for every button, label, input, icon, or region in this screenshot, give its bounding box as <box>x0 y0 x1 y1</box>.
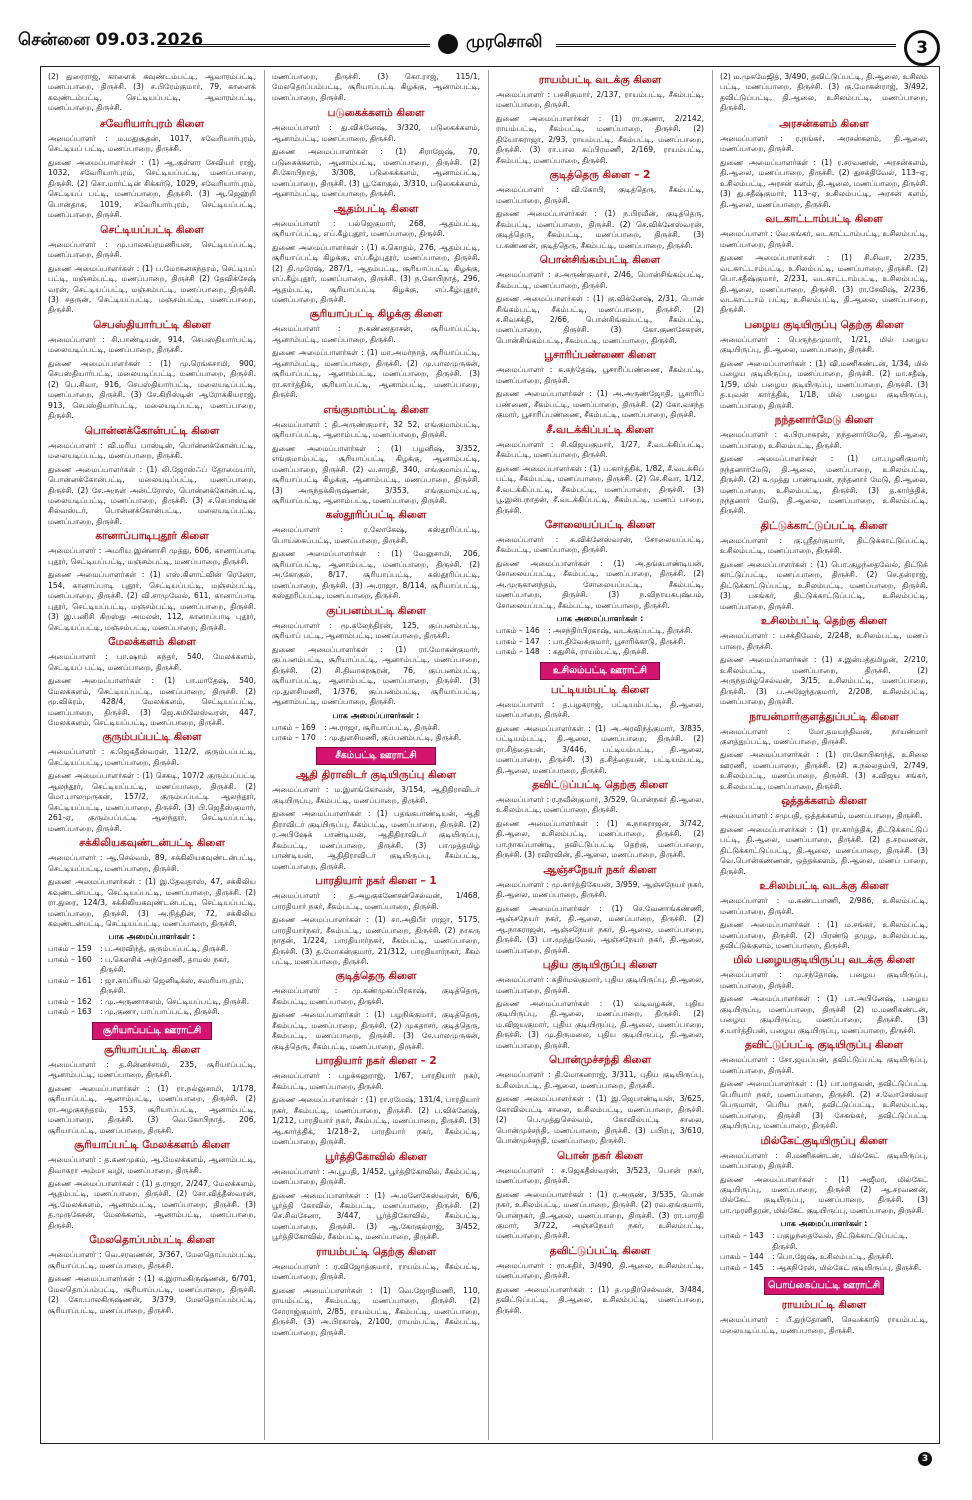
deputy-organisers-entry: துணை அமைப்பாளர்கள் : (1) ர.சரவணன், அரசன்களம், தி.ஆலை, மணப்பாறை, திருச்சி. (2) துசக்திவேல், 113–ஏ, உசிலம்பட்டி, அரசன் களம், தி.ஆலை, மணப்பாறை, திருச்சி. (3) து.சதீஷ்குமார், 113–ஏ, உசிலம்பட்டி, அரசன் களம், தி.ஆலை, மணப்பாறை, திருச்சி. <box>720 157 928 209</box>
branch-section <box>48 319 256 422</box>
organiser-entry: அமைப்பாளர் : பீ.துந்தோணி, செவக்காடு ராயம்பட்டி, மலையடிப்பட்டி, மணப்பாறை, திருச்சி. <box>720 1315 928 1335</box>
organiser-entry: அமைப்பாளர் : ர.நங்கர், அரசன்களம், தி.ஆலை, மணப்பாறை, திருச்சி. <box>720 133 928 154</box>
branch-heading: நாயன்மார்குளத்துப்பட்டி கிளை <box>749 710 899 723</box>
branch-section <box>272 605 480 708</box>
organiser-entry: அமைப்பாளர் : ர.விஜோத்குமார், ராயம்பட்டி, சீகம்பட்டி, மணப்பாறை, திருச்சி. <box>272 1261 480 1282</box>
organiser-entry: அமைப்பாளர் : த.சின்னச்சாமி, 235, சூரியாப்பட்டி, ஆனாம்பட்டி, மணப்பாறை, திருச்சி. <box>48 1059 256 1080</box>
organiser-entry: அமைப்பாளர் : பா.ஷாம் சுந்தர், 540, மேலக்களம், செட்டியப் பட்டி, மணப்பாறை, திருச்சி. <box>48 652 256 672</box>
organiser-entry: அமைப்பாளர் : க.பிரபாகரன், நந்தனார்மேடு, தி.ஆலை, மணப்பாறை, உசிலம்பட்டி, திருச்சி. <box>720 430 928 450</box>
booth-organiser: : அ.ராஜா, சூரியாப்பட்டி, திருச்சி. <box>324 722 441 732</box>
branch-section <box>720 414 928 517</box>
booth-number: பாகம் – 160 <box>48 954 92 964</box>
deputy-organisers-entry: துணை அமைப்பாளர்கள் : (1) அ.அருண்ஜோதி, பூசாரிப் பண்ணை, சீகம்பட்டி, மணப்பாறை, திருச்சி. (2) கோ.வசந்த குமார், பூசாரிப்பண்ணை, சீகம்பட்டி, மணப்பாறை, திருச்சி. <box>496 389 704 420</box>
organiser-entry: அமைப்பாளர் : மோ.தமயந்திவன், நாயன்மார் குளத்துப்பட்டி, மணப்பாறை, திருச்சி. <box>720 726 928 746</box>
branch-section <box>496 959 704 1051</box>
branch-section <box>720 213 928 316</box>
deputy-organisers-entry: துணை அமைப்பாளர்கள் : (1) ரா.கோபிகாந்த், உசிலை ஊரணி, மணப்பாறை, திருச்சி. (2) க.நல்லதம்பி, 2/749, உசிலம்பட்டி, மணப்பாறை, திருச்சி. (3) ச.விஜய சங்கர், உசிலம்பட்டி, மணப்பாறை, திருச்சி. <box>720 750 928 791</box>
deputy-organisers-entry: துணை அமைப்பாளர்கள் : (1) ச.இன்பத்தமிழன், 2/210, உசிலம்பட்டி, மணப்பாறை, திருச்சி. (2) அருந்தமிழ்செல்வன், 3/15, உசிலம்பட்டி, மணப்பாறை, திருச்சி. (3) ப.அஜேந்தகுமார், 2/208, உசிலம்பட்டி, மணப்பாறை, திருச்சி. <box>720 655 928 707</box>
masthead-rule-right <box>556 44 896 47</box>
branch-section <box>720 711 928 793</box>
branch-heading: சூரியாப்பட்டி கிளை <box>103 1043 201 1056</box>
deputy-organisers-entry: துணை அமைப்பாளர்கள் : (1) பழனிஷ், 3/352, எங்குமாம்பட்டி, சூரியாப்பட்டி கிழக்கு, ஆனாம்பட்டி, மணப்பாறை, திருச்சி. (2) வ.சாரதி, 340, எங்குமாம்பட்டி, சூரியாப்பட்டி கிழக்கு, ஆனாம்பட்டி, மணப்பாறை, திருச்சி. (3) அருந்தக்கிருஷ்ணன், 3/353, எங்குமாம்பட்டி, சூரியாப்பட்டி, ஆனாம்பட்டி, மணப்பாறை, திருச்சி. <box>272 443 480 505</box>
deputy-organisers-entry: துணை அமைப்பாளர்கள் : (1) சிராஜேஷ், 70, படுகைக்களம், ஆனாம்பட்டி, மணப்பாறை, திருச்சி. (2) சி.கோபிநாத், 3/308, படுகைக்களம், ஆனாம்பட்டி, மணப்பாறை, திருச்சி. (3) பூ.கோகுல், 3/310, படுகைக்களம், ஆனாம்பட்டி, மணப்பாறை, திருச்சி. <box>272 147 480 199</box>
organiser-entry: அமைப்பாளர் : த.அழகுகணேசன்செல்வன், 1/468, பாரதியார் நகர், சீகம்பட்டி, மணப்பாறை, திருச்சி. <box>272 891 480 911</box>
branch-section <box>272 509 480 601</box>
branch-section <box>272 875 480 967</box>
branch-heading: சீ.வடக்கிப்பட்டி கிளை <box>546 423 654 436</box>
branch-heading: குடித்தெரு கிளை – 2 <box>549 169 651 182</box>
booth-row <box>496 647 704 657</box>
booth-number: பாகம் – 147 <box>496 636 540 646</box>
booth-number: பாகம் – 159 <box>48 944 92 954</box>
deputy-organisers-entry: துணை அமைப்பாளர்கள் : (1) சா.அதிபீர் ராஜா, 5175, பாரதியார்நகர், சீகம்பட்டி, மணப்பாறை, திருச்சி. (2) நாகரு நாதன், 1/224, பாரதியார்நகர், சீகம்பட்டி, மணப்பாறை, திருச்சி. (3) த.மோகன்குமார், 21/312, பாரதியார்நகர், சீகம் பட்டி, மணப்பாறை, திருச்சி. <box>272 915 480 966</box>
branch-section <box>272 970 480 1052</box>
deputy-organisers-entry: துணை அமைப்பாளர்கள் : (1) பா.பழனிகுமார், நந்தனார்மேடு, தி.ஆலை, மணப்பாறை, உசிலம்பட்டி, திருச்சி. (2) க.முத்து பாண்டியன், நந்தனார் மேடு, தி.ஆலை, மணப்பாறை, உசிலம்பட்டி, திருச்சி. (3) த.கார்த்திக், நந்தனார் மேடு, தி.ஆலை, மணப்பாறை, உசிலம்பட்டி, திருச்சி. <box>720 454 928 516</box>
deputy-organisers-entry: துணை அமைப்பாளர்கள் : (1) பா.அபினேஷ், பழைய குடியிருப்பு, மணப்பாறை, திருச்சி (2) ம.மணிகண்டன், பழைய குடியிருப்பு, மணப்பாறை, திருச்சி. (3) ச.யார்த்திபன், பழைய குடியிருப்பு, மணப்பாறை, திருச்சி. <box>720 994 928 1035</box>
branch-heading: செபஸ்தியார்பட்டி கிளை <box>93 318 211 331</box>
branch-heading: பழைய குடியிருப்பு தெற்கு கிளை <box>744 318 904 331</box>
organiser-entry: அமைப்பாளர் : த.கணமுகம், ஆ.மேலக்களம், ஆனாம்பட்டி, திவாகரா அம்மா வழி, மணப்பாறை, திருச்சி. <box>48 1155 256 1175</box>
deputy-organisers-entry: துணை அமைப்பாளர்கள் : (1) அ.மனேகேஸ்வரன், 6/6, பூர்த்தி கோவில், சீகம்பட்டி, மணப்பாறை, திருச்சி. (2) செ.சிவசேனா, 3/447, பூர்த்திகோவில், சீகம்பட்டி, மணப்பாறை, திருச்சி. (3) ஆ.கோகுல்ராஜ், 3/452, பூர்த்திகோவில், சீகம்பட்டி, மணப்பாறை, திருச்சி. <box>272 1190 480 1242</box>
branch-heading: ராயம்பட்டி கிளை <box>781 1299 867 1312</box>
organiser-entry: அமைப்பாளர் : கு.ஸ்ரீதர்குமார், திட்டுக்காட்டுப்பட்டி, உசிலம்பட்டி, மணப்பாறை, திருச்சி. <box>720 535 928 556</box>
branch-heading: ஆஞ்சநேயர் நகர் கிளை <box>543 863 657 876</box>
organiser-entry: அமைப்பாளர் : சி.மணிகண்டன், மில்கேட் குடியிருப்பு, மணப்பாறை, திருச்சி. <box>720 1150 928 1171</box>
branch-section <box>48 636 256 728</box>
organiser-entry: அமைப்பாளர் : பெருந்தமுமார், 1/21, மில் பழைய குடியிருப்பு, தி.ஆலை, மணப்பாறை, திருச்சி. <box>720 334 928 355</box>
branch-heading: பொன்முச்சந்தி கிளை <box>549 1054 651 1067</box>
branch-heading: ராயம்பட்டி வடக்கு கிளை <box>538 74 662 86</box>
branch-heading: பூசாரிப்பண்ணை கிளை <box>544 349 656 362</box>
branch-section <box>272 1246 480 1338</box>
branch-section <box>48 837 256 929</box>
deputy-organisers-entry: துணை அமைப்பாளர்கள் : (1) மா.அமர்நாத், சூரியாப்பட்டி, ஆனாம்பட்டி, மணப்பாறை, திருச்சி. (2) மு.பாலமுருகன், சூரியாப்பட்டி, ஆனாம்பட்டி, மணப்பாறை, திருச்சி. (3) ரா.கார்த்திக், சூரியாப்பட்டி, ஆனாம்பட்டி, மணப்பாறை, திருச்சி. <box>272 348 480 400</box>
branch-heading: கானாப்பாடிபுதூர் கிளை <box>95 530 209 543</box>
booth-number: பாகம் – 143 <box>720 1231 764 1241</box>
branch-section <box>272 1151 480 1243</box>
booth-row <box>272 723 480 733</box>
organiser-entry: அமைப்பாளர் : பல்ஜெகுமார், 268, ஆதம்பட்டி, சூரியாப்பட்டி, எப்.கீழ்புதூர், மணப்பாறை, திருச்சி. <box>272 218 480 239</box>
booth-number: பாகம் – 144 <box>720 1252 764 1262</box>
branch-heading: தவிட்டுப்பட்டி குடியிருப்பு கிளை <box>745 1039 903 1052</box>
deputy-organisers-entry: துணை அமைப்பாளர்கள் : (1) பா.மாதவன், தவிட்டுப்பட்டி பெரியார் நகர், மணப்பாறை, திருச்சி. (2) ச.வோசேஸ்வர பெருமாள், பெரிய நகர், தவிட்டுப்பட்டி, உசிலம்பட்டி, மணப்பாறை, திருச்சி (3) சேகங்கர், தவிட்டுப்பட்டி குடியிருப்பு, மணப்பாறை, திருச்சி. <box>720 1079 928 1131</box>
branch-section <box>272 1055 480 1147</box>
organiser-entry: அமைப்பாளர் : ஆ.செல்வம், 89, சக்கிலியகவுண்டன்பட்டி, செட்டியப்பட்டி, மணப்பாறை, திருச்சி. <box>48 853 256 873</box>
branch-heading: படுகைக்களம் கிளை <box>327 107 425 120</box>
column-3 <box>496 72 704 1434</box>
organiser-entry: அமைப்பாளர் : சி.பாண்டியன், 914, செபஸ்தியார்பட்டி, மலையடிப்பட்டி, மணப்பாறை, திருச்சி. <box>48 334 256 355</box>
deputy-organisers-entry: துணை அமைப்பாளர்கள் : (1) அ.அரவிந்த்குமார், 3/835, பட்டியம்பட்டி, தி.ஆலை, மணப்பாறை, திருச்சி. (2) ரா.சித்தையன், 3/446, பட்டியம்பட்டி, தி.ஆலை, மணப்பாறை, திருச்சி. (3) த.சித்தையன், பட்டியம்பட்டி, தி.ஆலை, மணப்பாறை, திருச்சி. <box>496 723 704 775</box>
branch-section <box>272 107 480 199</box>
deputy-organisers-entry: துணை அமைப்பாளர்கள் : (1) ஆ.குள்ளா சேவியர் ராஜ், 1032, சவேரியார்புரம், செட்டியப்பட்டி, மணப்பாறை, திருச்சி. (2) சொ.மார்ட்டின் சிக்கர்டு, 1029, சவேரியார்புரம், செட்டியப் பட்டி, மணப்பாறை, திருச்சி. (3) ஆ.ஜெஹ்றி பொன்தாசு, 1019, சவேரியார்புரம், செட்டியப்பட்டி, மணப்பாறை, திருச்சி. <box>48 157 256 220</box>
organiser-entry: அமைப்பாளர் : ச.அருண்குமார், 2/46, பொன்சிங்கம்பட்டி, சீகம்பட்டி, மணப்பாறை, திருச்சி. <box>496 270 704 290</box>
booth-organisers-title: பாக அமைப்பாளர்கள் : <box>332 710 420 720</box>
booth-organisers <box>272 711 480 744</box>
deputy-organisers-entry: துணை அமைப்பாளர்கள் : (1) பழநிக்குமார், குடித்தெரு, சீகம்பட்டி, மணப்பாறை, திருச்சி. (2) முகதாசர், குடித்தெரு, சீகம்பட்டி, மணப்பாறை, திருச்சி. (3) சே.பாலமுருகன், குடித்தெரு, சீகம்பட்டி, மணப்பாறை, திருச்சி. <box>272 1010 480 1051</box>
deputy-organisers-entry: துணை அமைப்பாளர்கள் : (1) க.இராமகிருஷ்ணன், 6/701, மேலதொப்பம்பட்டி, சூரியாப்பட்டி, மணப்பாறை, திருச்சி. (2) கோ.பாலகிருஷ்ணன், 3/379, மேலதொப்பம்பட்டி, சூரியாப்பட்டி, மணப்பாறை, திருச்சி. <box>48 1274 256 1315</box>
branch-heading: அரசன்களம் கிளை <box>779 117 869 130</box>
branch-heading: செட்டியப்பட்டி கிளை <box>100 223 204 236</box>
branch-section <box>496 169 704 251</box>
branch-heading: குடித்தெரு கிளை <box>335 970 417 983</box>
booth-row <box>720 1231 928 1252</box>
branch-heading: பொன்னக்கோன்பட்டி கிளை <box>84 424 220 437</box>
deputy-organisers-entry: துணை அமைப்பாளர்கள் : (1) அஜீமா, மில்கேட் குடியிருப்பு, மணப்பாறை, திருச்சி (2) ஆ.சரவணன், மில்கேட் குடியிருப்பு, மணப்பாறை, திருச்சி. (3) பா.முரளிதரன், மில்கேட் குடியிருப்பு, மணப்பாறை, திருச்சி. <box>720 1174 928 1215</box>
branch-heading: பொன் நகர் கிளை <box>557 1149 643 1162</box>
deputy-organisers-entry: துணை அமைப்பாளர்கள் : (1) மு.ரெங்கசாமி, 900, செபஸ்தியார்பட்டி, மலையடிப்பட்டி, மணப்பாறை, திருச்சி. (2) பெ.சிவா, 916, செபஸ்தியார்பட்டி, மலையடிப்பட்டி, மணப்பாறை, திருச்சி. (3) சே.கிறிஸ்டின் ஆரோக்கியராஜ், 913, செபஸ்தியார்பட்டி, மலையடிப்பட்டி, மணப்பாறை, திருச்சி. <box>48 358 256 421</box>
page-number-badge: 3 <box>904 30 940 66</box>
organiser-entry: அமைப்பாளர் : ந.கண்ணதாசன், சூரியாப்பட்டி, ஆனாம்பட்டி, மணப்பாறை, திருச்சி. <box>272 324 480 344</box>
branch-section <box>720 795 928 877</box>
branch-heading: மில் பழையகுடியிருப்பு வடக்கு கிளை <box>733 954 915 967</box>
branch-section <box>496 1245 704 1316</box>
organiser-entry: அமைப்பாளர் : வே.கங்கர், வடகாட்டாம்பட்டி, உசிலம்பட்டி, மணப்பாறை, திருச்சி. <box>720 229 928 249</box>
deputy-organisers-entry: துணை அமைப்பாளர்கள் : (1) செ.வேனாங்கண்ணி, ஆஞ்சநேயர் நகர், தி.ஆலை, மணப்பாறை, திருச்சி. (2) ஆ.நாகராஜன், ஆஞ்சநேயர் நகர், தி.ஆலை, மணப்பாறை, திருச்சி. (3) பா.முத்துவேல், ஆஞ்சநேயர் நகர், தி.ஆலை, மணப்பாறை, திருச்சி. <box>496 903 704 955</box>
branch-heading: உசிலம்பட்டி தெற்கு கிளை <box>760 615 888 628</box>
booth-row <box>272 733 480 743</box>
branch-heading: ஒத்தக்களம் கிளை <box>781 795 867 808</box>
organiser-entry: அமைப்பாளர் : க.விக்னேஸ்வரன், சோலையப்பட்டி, சீகம்பட்டி, மணப்பாறை, திருச்சி. <box>496 535 704 555</box>
branch-section <box>496 1150 704 1242</box>
booth-organiser: : கதுசிக், ராயம்பட்டி, திருச்சி. <box>548 647 649 657</box>
newspaper-logo-icon <box>438 34 458 54</box>
deputy-organisers-entry: துணை அமைப்பாளர்கள் : (1) த.முதிர்செல்வன், 3/484, தவிட்டுப்பட்டி, தி.ஆலை, உசிலம்பட்டி, மணப்பாறை, திருச்சி. <box>496 1284 704 1315</box>
branch-heading: சூரியாப்பட்டி கிழக்கு கிளை <box>309 308 443 321</box>
branch-heading: மில்கேட்குடியிருப்பு கிளை <box>760 1134 888 1147</box>
booth-organiser: : பா.திவேக்குமார், பூசாரிக்காடு, திருச்சி. <box>548 636 686 646</box>
booth-number: பாகம் – 163 <box>48 1007 92 1017</box>
organiser-entry: அமைப்பாளர் : தி.மோகனராஜ், 3/311, புதிய குடியிருப்பு, உசிலம்பட்டி, தி.ஆலை, மணப்பாறை, திருச்சி. <box>496 1070 704 1090</box>
branch-heading: பாரதியார் நகர் கிளை – 2 <box>315 1055 437 1068</box>
organiser-entry: அமைப்பாளர் : அமரிய இன்னாசி முத்து, 606, கானாப்பாடி புதூர், செட்டியப்பட்டி, மஞ்சம்பட்டி, மணப்பாறை, திருச்சி. <box>48 546 256 566</box>
deputy-organisers-entry: துணை அமைப்பாளர்கள் : (1) த.ராஜா, 2/247, மேலக்களம், ஆதம்பட்டி, மணப்பாறை, திருச்சி. (2) சோ.வித்தீஸ்வரன், ஆ.மேலக்களம், ஆனாம்பட்டி, மணப்பாறை, திருச்சி. (3) த.முருகேசன், மேலக்களம், ஆனாம்பட்டி, மணப்பாறை, திருச்சி. <box>48 1178 256 1230</box>
footer-page-number: 3 <box>918 1452 932 1466</box>
deputy-organisers-entry: துணை அமைப்பாளர்கள் : (1) ப.கார்த்திக், 1/82, சீ.வடக்கிப் பட்டி, சீகம்பட்டி, மணப்பாறை, திருச்சி. (2) செ.சிவா, 1/12, சீ.வடக்கிப்பட்டி, சீகம்பட்டி, மணப்பாறை, திருச்சி. (3) பூ.இன்பநாதன், சீ.வடக்கிப்பட்டி, சீகம்பட்டி, மணப் பாறை, திருச்சி. <box>496 463 704 515</box>
column-divider <box>712 70 713 1440</box>
organiser-entry: அமைப்பாளர் : ர.நவீன்குமார், 3/529, பொன்நகர் தி.ஆலை, உசிலம்பட்டி, மணப்பாறை, திருச்சி. <box>496 794 704 815</box>
branch-heading: எங்குமாம்பட்டி கிளை <box>323 403 429 416</box>
masthead-rule-left <box>158 44 430 47</box>
booth-row <box>48 997 256 1007</box>
deputy-organisers-entry: துணை அமைப்பாளர்கள் : (1) பா.மாதேஷ், 540, மேலக்களம், செட்டியப்பட்டி, மணப்பாறை, திருச்சி. (2) மூ.விக்ரம், 428/4, மேலக்களம், செட்டியப்பட்டி, மணப்பாறை, திருச்சி. (3) ஜெ.கமிலேஸ்வரன், 447, மேலக்களம், செட்டியப்பட்டி, மணப்பாறை, திருச்சி. <box>48 676 256 727</box>
deputy-organisers-entry: துணை அமைப்பாளர்கள் : (1) ம.சங்கர், உசிலம்பட்டி, மணப்பாறை, திருச்சி. (2) பிரண்டு தமுழ, உசிலம்பட்டி, தவிட்டுக்குளம், மணப்பாறை, திருச்சி. <box>720 920 928 950</box>
branch-section <box>720 615 928 707</box>
booth-organiser: : பொ.ஜேஷ், உசிலம்பட்டி, திருச்சி. <box>772 1252 894 1262</box>
branch-heading: பூர்த்திகோவில் கிளை <box>325 1150 427 1163</box>
organiser-entry: அமைப்பாளர் : மூ.கலேந்திரன், 125, குப்பனம்பட்டி, சூரியாப் பட்டி, ஆனாம்பட்டி, மணப்பாறை, திருச்சி. <box>272 620 480 641</box>
continued-text: (2) துரைராஜ், காளைக் கவுண்டம்பட்டி, ஆவாரம்பட்டி, மணப்பாறை, திருச்சி. (3) ச.பிரேம்குமார், 79, காளைக் கவுண்டம்பட்டி, செட்டியப்பட்டி, ஆவாரம்பட்டி, மணப்பாறை, திருச்சி. <box>48 72 256 113</box>
branch-section <box>48 425 256 528</box>
branch-heading: தவிட்டுப்பட்டி தெற்கு கிளை <box>532 778 668 791</box>
newspaper-name: முரசொலி <box>466 32 543 52</box>
organiser-entry: அமைப்பாளர் : ச.ஜெகதீஸ்வரன், 3/523, பொன் நகர், மணப்பாறை, திருச்சி. <box>496 1165 704 1186</box>
booth-organiser: : மு.துளசிமணி, குப்பனம்பட்டி, திருச்சி. <box>324 732 462 742</box>
booth-number: பாகம் – 161 <box>48 975 92 985</box>
branch-section <box>48 1234 256 1316</box>
branch-section <box>496 519 704 611</box>
continued-text: (2) ம.முகமேஜித், 3/490, தவிட்டுப்பட்டி, தி.ஆலை, உசிலம் பட்டி, மணப்பாறை, திருச்சி. (3) கு.மோகன்ராஜ், 3/492, தவிட்டுப்பட்டி, தி.ஆலை, உசிலம்பட்டி, மணப்பாறை, திருச்சி. <box>720 72 928 113</box>
deputy-organisers-entry: துணை அமைப்பாளர்கள் : (1) ந.பிரவீன், குடித்தெரு, சீகம்பட்டி, மணப்பாறை, திருச்சி. (2) செ.விக்னேஸ்வரன், குடித்தெரு, சீகம்பட்டி, மணப்பாறை, திருச்சி. (3) ப.கண்ணன், குடித்தெரு, சீகம்பட்டி, மணப்பாறை, திருச்சி. <box>496 209 704 250</box>
deputy-organisers-entry: துணை அமைப்பாளர்கள் : (1) வடிவழகன், புதிய குடியிருப்பு, தி.ஆலை, மணப்பாறை, திருச்சி. (2) ம.விஜயகுமார், புதிய குடியிருப்பு, தி.ஆலை, மணப்பாறை, திருச்சி. (3) மு.திருமலை, புதிய குடியிருப்பு, தி.ஆலை, மணப்பாறை, திருச்சி. <box>496 999 704 1050</box>
branch-heading: நந்தனார்மேடு கிளை <box>774 414 874 427</box>
organiser-entry: அமைப்பாளர் : மு.கண்முகப்பிரகாஷ், குடித்தெரு, சீகம்பட்டி, மணப்பாறை, திருச்சி. <box>272 986 480 1006</box>
branch-section <box>272 404 480 507</box>
booth-number: பாகம் – 170 <box>272 732 316 742</box>
organiser-entry: அமைப்பாளர் : ர.லோகேஷ், கஸ்தூரிப்பட்டி, பொய்கைப்பட்டி, மணப்பாறை, திருச்சி. <box>272 525 480 545</box>
branch-section <box>720 1135 928 1217</box>
branch-section <box>48 118 256 221</box>
deputy-organisers-entry: துணை அமைப்பாளர்கள் : (1) செசுடி, 107/2 குரும்பப்பட்டி ஆலந்தூர், செட்டியப்பட்டி, மணப்பாறை, திருச்சி. (2) மொ.பாலமுருகன், 157/2, குரும்பப்பட்டி ஆலந்தூர், செட்டியப்பட்டி, மணப்பாறை, திருச்சி. (3) பி.ஜெதீஸ்குமார், 261-ஏ, குரும்பப்பட்டி ஆலந்தூர், செட்டியப்பட்டி, மணப்பாறை, திருச்சி. <box>48 771 256 833</box>
panchayat-banner: உசிலம்பட்டி ஊராட்சி <box>540 662 660 680</box>
booth-organiser: : அசந்திர்பிரகாஷ், வடக்குப்பட்டி, திருச்சி. <box>548 626 693 636</box>
booth-organisers-title: பாக அமைப்பாளர்கள் : <box>780 1219 868 1229</box>
organiser-entry: அமைப்பாளர் : வெ.சரவணன், 3/367, மேலதொப்பம்பட்டி, சூரியாப்பட்டி, மணப்பாறை, திருச்சி. <box>48 1250 256 1270</box>
deputy-organisers-entry: துணை அமைப்பாளர்கள் : (1) இ.தேவதாஸ், 47, சக்கிலிய கவுண்டன்பட்டி, செட்டியப்பட்டி, மணப்பாறை, திருச்சி. (2) ரா.துரை, 124/3, சக்கிலியகவுண்டன்பட்டி, செட்டியப்பட்டி, மணப்பாறை, திருச்சி. (3) அ.நித்தின், 72, சக்கிலிய கவுண்டன்பட்டி, செட்டியப்பட்டி, மணப்பாறை, திருச்சி. <box>48 877 256 928</box>
deputy-organisers-entry: துணை அமைப்பாளர்கள் : (1) ரா.கார்த்திக், திட்டுக்காட்டுப் பட்டி, தி.ஆலை, மணப்பாறை, திருச்சி. (2) த.சரவணன், திட்டுக்காட்டுப்பட்டி, தி.ஆலை, மணப்பாறை, திருச்சி. (3) வெ.பொன்கண்ணன், ஒத்தக்களம், தி.ஆலை, மணப் பாறை, திருச்சி. <box>720 824 928 876</box>
organiser-entry: அமைப்பாளர் : பசசிகுமார், 2/137, ராயம்பட்டி, சீகம்பட்டி, மணப்பாறை, திருச்சி. <box>496 90 704 110</box>
deputy-organisers-entry: துணை அமைப்பாளர்கள் : (1) லி.ஜோஸ்ஃப் தோமையார், பொன்னக்கோன்பட்டி, மலையடிப்பட்டி, மணப்பாறை, திருச்சி. (2) சே.அருள் அன்ட்ரோஸ், பொன்னக்கோன்பட்டி, மலையடிப்பட்டி, மணப்பாறை, திருச்சி. (3) ச.செபாஸ்டின் சில்வஸ்டர், பொன்னக்கோன்பட்டி, மலையடிப்பட்டி, மணப்பாறை, திருச்சி. <box>48 464 256 526</box>
branch-section <box>496 74 704 166</box>
panchayat-banner: சீகம்பட்டி ஊராட்சி <box>316 747 436 765</box>
organiser-entry: அமைப்பாளர் : மு.சந்தோஷ், பழைய குடியிருப்பு, மணப்பாறை, திருச்சி. <box>720 970 928 990</box>
branch-section <box>496 684 704 776</box>
booth-number: பாகம் – 169 <box>272 722 316 732</box>
deputy-organisers-entry: துணை அமைப்பாளர்கள் : (1) கு.விக்னேஷ், 2/31, பொன் சிங்கம்பட்டி, சீகம்பட்டி, மணப்பாறை, திருச்சி. (2) ச.சிவசக்தி, 2/66, பொன்சிங்கம்பட்டி, சீகம்பட்டி, மணப்பாறை, திருச்சி. (3) கோ.குணசேகரன், பொன்சிங்கம்பட்டி, சீகம்பட்டி, மணப்பாறை, திருச்சி. <box>496 294 704 345</box>
booth-organiser: : மு.குணா, பாப்பாப்பட்டி, திருச்சி. <box>100 1007 220 1017</box>
branch-section <box>496 424 704 516</box>
column-divider <box>488 70 489 1440</box>
booth-row <box>48 976 256 997</box>
column-4 <box>720 72 928 1434</box>
booth-row <box>720 1263 928 1273</box>
deputy-organisers-entry: துணை அமைப்பாளர்கள் : (1) சி.சிவா, 2/235, வடகாட்டாம்பட்டி, உசிலம்பட்டி, மணப்பாறை, திருச்சி. (2) பொ.சதீஷ்குமார், 2/231, வடகாட்டாம்பட்டி, உசிலம்பட்டி, தி.ஆலை, மணப்பாறை, திருச்சி. (3) ரா.சேவிஷ், 2/236, வடகாட்டாம் பட்டி, உசிலம்பட்டி, தி.ஆலை, மணப்பாறை, திருச்சி. <box>720 253 928 315</box>
booth-organiser: : ப.அரவிந்த், குரும்பப்பட்டி, திருச்சி. <box>100 944 229 954</box>
deputy-organisers-entry: துணை அமைப்பாளர்கள் : (1) பொ.குழந்தைவேல், திட்டுக் காட்டுப்பட்டி, மணப்பாறை, திருச்சி. (2) செ.தன்ராஜ், திட்டுக்காட்டுப்பட்டி, உசிலம்பட்டி, மணப்பாறை, திருச்சி. (3) பசங்கர், திட்டுக்காட்டுப்பட்டி, உசிலம்பட்டி, மணப்பாறை, திருச்சி. <box>720 559 928 611</box>
branch-section <box>48 530 256 633</box>
continued-text: மணப்பாறை, திருச்சி. (3) கொ.ராஜ், 115/1, மேலதொப்பம்பட்டி, சூரியாப்பட்டி கிழக்கு, ஆனாம்பட்டி, மணப்பாறை, திருச்சி. <box>272 72 480 102</box>
organiser-entry: அமைப்பாளர் : சுதிர்மல்குமார், புதிய குடியிருப்பு, தி.ஆலை, மணப்பாறை, திருச்சி. <box>496 975 704 995</box>
organiser-entry: அமைப்பாளர் : அ.பூபதி, 1/452, பூர்த்திகோவில், சீகம்பட்டி, மணப்பாறை, திருச்சி. <box>272 1166 480 1187</box>
organiser-entry: அமைப்பாளர் : ம.இளங்கோவன், 3/154, ஆதிதிராவிடர் குடியிருப்பு, சீகம்பட்டி, மணப்பாறை, திருச்சி. <box>272 785 480 805</box>
organiser-entry: அமைப்பாளர் : ம.மதுசூதன், 1017, சவேரியார்புரம், செட்டியப் பட்டி, மணப்பாறை, திருச்சி. <box>48 133 256 154</box>
branch-section <box>720 1039 928 1131</box>
deputy-organisers-entry: துணை அமைப்பாளர்கள் : (1) எஸ்.கிளாட்வின் ரெனோ, 154, கானாப்பாடி புதூர், செட்டியப்பட்டி, மஞ்சம்பட்டி, மணப்பாறை, திருச்சி. (2) வி.சாமுவேல், 611, கானாப்பாடி புதூர், செட்டியப்பட்டி, மஞ்சம்பட்டி, மணப்பாறை, திருச்சி. (3) இ.பனிசி கிறஸ்து அமலன், 112, கானாப்பாடி புதூர், செட்டியப்பட்டி, மஞ்சம்பட்டி, மணப்பாறை, திருச்சி. <box>48 570 256 632</box>
organiser-entry: அமைப்பாளர் : பசக்திவேல், 2/248, உசிலம்பட்டி, மணப் பாறை, திருச்சி. <box>720 631 928 651</box>
booth-organisers <box>48 932 256 1017</box>
booth-row <box>496 626 704 636</box>
deputy-organisers-entry: துணை அமைப்பாளர்கள் : (1) வெ.ஜோதிமணி, 110, ராயம்பட்டி, சீகம்பட்டி, மணப்பாறை, திருச்சி. (2) சோராஜ்குமார், 2/85, ராயம்பட்டி, சீகம்பட்டி, மணப்பாறை, திருச்சி. (3) அ.பிரகாஷ், 2/100, ராயம்பட்டி, சீகம்பட்டி, மணப்பாறை, திருச்சி. <box>272 1285 480 1337</box>
edition-date: சென்னை 09.03.2026 <box>18 30 204 50</box>
booth-organiser: : ஜா.காப்ரியல் ஜெனிடிக்ஸ், சவரியாபுரம், திருச்சி. <box>100 975 244 996</box>
deputy-organisers-entry: துணை அமைப்பாளர்கள் : (1) ப.மோகனசுந்தரம், செட்டியப் பட்டி, மஞ்சம்பட்டி, மணப்பாறை, திருச்சி (2) தேவிக்சேஷ் வரன், செட்டியப்பட்டி, மஞ்சம்பட்டி, மணப்பாறை, திருச்சி. (3) சதருன், செட்டியப்பட்டி, மஞ்சம்பட்டி, மணப்பாறை, திருச்சி. <box>48 263 256 315</box>
branch-heading: சோலையப்பட்டி கிளை <box>544 519 656 531</box>
branch-heading: ஆதம்பட்டி கிளை <box>333 202 419 215</box>
branch-section <box>48 1139 256 1231</box>
branch-heading: கஸ்தூரிப்பட்டி கிளை <box>325 509 427 522</box>
branch-heading: திட்டுக்காட்டுப்பட்டி கிளை <box>760 519 888 532</box>
branch-section <box>496 779 704 861</box>
organiser-entry: அமைப்பாளர் : ரா.சுதிர், 3/490, தி.ஆலை, உசிலம்பட்டி, மணப்பாறை, திருச்சி. <box>496 1260 704 1281</box>
booth-row <box>720 1252 928 1262</box>
branch-section <box>720 880 928 951</box>
booth-organisers <box>720 1219 928 1273</box>
organiser-entry: அமைப்பாளர் : சமுபதி, ஒத்தக்களம், மணப்பாறை, திருச்சி. <box>720 811 923 821</box>
branch-heading: சூரியாப்பட்டி மேலக்களம் கிளை <box>74 1139 230 1152</box>
branch-section <box>496 864 704 956</box>
branch-section <box>272 308 480 400</box>
deputy-organisers-entry: துணை அமைப்பாளர்கள் : (1) க.கொதம், 276, ஆதம்பட்டி, சூரியாப்பட்டி கிழக்கு, எப்.கீழ்புதூர், மணப்பாறை, திருச்சி. (2) தி.முரேஷ், 287/1, ஆதம்பட்டி, சூரியாப்பட்டி கிழக்கு, எப்.கீழ்புதூர், மணப்பாறை, திருச்சி. (3) ந.கோபிநாத், 296, ஆதம்பட்டி, சூரியாப்பட்டி கிழக்கு, எப்.கீழ்புதூர், மணப்பாறை, திருச்சி. <box>272 242 480 304</box>
booth-organiser: : மு.அருணாசலம், செட்டியப்பட்டி, திருச்சி. <box>100 996 250 1006</box>
branch-section <box>496 254 704 346</box>
branch-section <box>48 224 256 316</box>
branch-heading: ராயம்பட்டி தெற்கு கிளை <box>316 1245 436 1258</box>
branch-section <box>720 954 928 1036</box>
branch-heading: ஆதி திராவிடர் குடியிருப்பு கிளை <box>296 769 456 782</box>
branch-section <box>720 1299 928 1336</box>
organiser-entry: அமைப்பாளர் : ம.கண்டபாணி, 2/986, உசிலம்பட்டி, மணப்பாறை, திருச்சி. <box>720 896 928 916</box>
organiser-entry: அமைப்பாளர் : க.ஜெகதீஸ்வரன், 112/2, குரும்பப்பட்டி, செட்டியப்பட்டி, மணப்பாறை, திருச்சி. <box>48 747 256 767</box>
branch-heading: பட்டியம்பட்டி கிளை <box>550 683 650 696</box>
booth-number: பாகம் – 148 <box>496 647 540 657</box>
column-2 <box>272 72 480 1434</box>
branch-heading: வடகாட்டாம்பட்டி கிளை <box>765 213 883 226</box>
organiser-entry: அமைப்பாளர் : து.விக்னேஷ், 3/320, படுகைக்களம், ஆனாம்பட்டி, மணப்பாறை, திருச்சி. <box>272 123 480 143</box>
panchayat-banner: சூரியாப்பட்டி ஊராட்சி <box>92 1022 212 1040</box>
masthead <box>0 0 972 58</box>
booth-number: பாகம் – 146 <box>496 626 540 636</box>
deputy-organisers-entry: துணை அமைப்பாளர்கள் : (1) வேலுசாமி, 206, சூரியாப்பட்டி, ஆனாம்பட்டி, மணப்பாறை, திருச்சி. (2) அ.கோகுல், 8/17, சூரியாப்பட்டி, கஸ்தூரிப்பட்டி, மணப்பாறை, திருச்சி. (3) அ.ராஜா, 8/114, சூரியாப்பட்டி, கஸ்தூரிப்பட்டி, மணப்பாறை, திருச்சி. <box>272 549 480 601</box>
deputy-organisers-entry: துணை அமைப்பாளர்கள் : (1) இ.ஜெபாண்டியன், 3/625, கோவில்பட்டி சாலை, உசிலம்பட்டி, மணப்பாறை, திருச்சி. (2) பெ.முத்துசெல்வம், கோவில்பட்டி சாலை, பொன்முச்சந்தி, மணப்பாறை, திருச்சி. (3) பபிரபு, 3/610, பொன்முச்சந்தி, மணப்பாறை, திருச்சி. <box>496 1094 704 1146</box>
deputy-organisers-entry: துணை அமைப்பாளர்கள் : (1) ரா.மோகன்குமார், குப்பனம்பட்டி, சூரியாப்பட்டி, ஆனாம்பட்டி, மணப்பாறை, திருச்சி. (2) சி.திவாகரசூரன், 76, குப்பனம்பட்டி, சூரியாப்பட்டி, ஆனாம்பட்டி, மணப்பாறை, திருச்சி. (3) மு.துளசிமணி, 1/376, குப்பனம்பட்டி, சூரியாப்பட்டி, ஆனாம்பட்டி, மணப்பாறை, திருச்சி. <box>272 644 480 707</box>
deputy-organisers-entry: துணை அமைப்பாளர்கள் : (1) அ.தங்கபாண்டியன், சோலையப்பட்டி, சீகம்பட்டி, மணப்பாறை, திருச்சி. (2) அ.முருகானந்தம், சோலையப்பட்டி, சீகம்பட்டி, மணப்பாறை, திருச்சி. (3) ந.விநாயகபுஷ்பம், சோலையப்பட்டி, சீகம்பட்டி, மணப்பாறை, திருச்சி. <box>496 558 704 610</box>
deputy-organisers-entry: துணை அமைப்பாளர்கள் : (1) ரா.ரமேஷ், 131/4, பாரதியார் நகர், சீகம்பட்டி, மணப்பாறை, திருச்சி. (2) ப.விக்னேஷ், 1/212, பாரதியார் நகர், சீகம்பட்டி, மணப்பாறை, திருச்சி. (3) ஆ.கார்த்திக், 1/218–2, பாரதியார் நகர், சீகம்பட்டி, மணப்பாறை, திருச்சி. <box>272 1095 480 1147</box>
booth-row <box>48 944 256 954</box>
branch-section <box>720 520 928 612</box>
column-1 <box>48 72 256 1434</box>
organiser-entry: அமைப்பாளர் : பழக்கனுராஜ், 1/67, பாரதியார் நகர், சீகம்பட்டி, மணப்பாறை, திருச்சி. <box>272 1071 480 1091</box>
deputy-organisers-entry: துணை அமைப்பாளர்கள் : (1) வி.மணிகண்டன், 1/34, மில் பழைய குடியிருப்பு, மணப்பாறை, திருச்சி. (2) மா.சதீஷ், 1/59, மில் பழைய குடியிருப்பு, மணப்பாறை, திருச்சி. (3) த.யுவன் கார்த்திக், 1/18, மில் பழைய குடியிருப்பு, மணப்பாறை, திருச்சி. <box>720 358 928 410</box>
branch-heading: புதிய குடியிருப்பு கிளை <box>542 959 658 972</box>
deputy-organisers-entry: துணை அமைப்பாளர்கள் : (1) பதங்கபாண்டியன், ஆதி திராவிடர் குடியிருப்பு, சீகம்பட்டி, மணப்பாறை, திருச்சி. (2) ர.அபிஷேக் பாண்டியன், ஆதிதிராவிடர் குடியிருப்பு, சீகம்பட்டி, மணப்பாறை, திருச்சி. (3) பாமுத்தமிழ் பாண்டியன், ஆதிதிராவிடர் குடியிருப்பு, சீகம்பட்டி, மணப்பாறை, திருச்சி. <box>272 809 480 871</box>
branch-section <box>48 1044 256 1136</box>
booth-organisers-title: பாக அமைப்பாளர்கள் : <box>556 614 644 624</box>
branch-section <box>272 203 480 306</box>
deputy-organisers-entry: துணை அமைப்பாளர்கள் : (1) க.நாகராஜன், 3/742, தி.ஆலை, உசிலம்பட்டி, மணப்பாறை, திருச்சி. (2) பா.நாகப்பாண்டி, தவிட்டுப்பட்டி தெற்கு, மணப்பாறை, திருச்சி. (3) ரவிரவின், தி.ஆலை, மணப்பாறை, திருச்சி. <box>496 818 704 860</box>
branch-heading: உசிலம்பட்டி வடக்கு கிளை <box>759 880 889 893</box>
branch-section <box>720 118 928 210</box>
booth-organisers <box>496 614 704 657</box>
organiser-entry: அமைப்பாளர் : சோ.ஜயப்பன், தவிட்டுப்பட்டி குடியிருப்பு, மணப்பாறை, திருச்சி. <box>720 1055 928 1075</box>
deputy-organisers-entry: துணை அமைப்பாளர்கள் : (1) ரா.நல்லுசாமி, 1/178, சூரியாப்பட்டி, ஆனாம்பட்டி, மணப்பாறை, திருச்சி. (2) ரா.அழகுசுந்தரம், 153, சூரியாப்பட்டி, ஆனாம்பட்டி, மணப்பாறை, திருச்சி. (3) வெ.கோபிநாத், 206, சூரியாப்பட்டி, மணப்பாறை, திருச்சி. <box>48 1083 256 1135</box>
branch-heading: பொன்சிங்கம்பட்டி கிளை <box>539 254 661 267</box>
organiser-entry: அமைப்பாளர் : மு.கார்த்திகேயன், 3/959, ஆஞ்சநேயர் நகர், தி.ஆலை, மணப்பாறை, திருச்சி. <box>496 879 704 900</box>
booth-organiser: : ஆசுநிரேன், மில்கேட் குடியிருப்பு, திருச்சி. <box>772 1262 922 1272</box>
branch-heading: குரும்பப்பட்டி கிளை <box>102 731 202 744</box>
booth-row <box>48 1007 256 1017</box>
deputy-organisers-entry: துணை அமைப்பாளர்கள் : (1) ரா.குணா, 2/2142, ராயம்பட்டி, சீகம்பட்டி, மணப்பாறை, திருச்சி. (2) தியோகராஜா, 2/93, ராயம்பட்டி, சீகம்பட்டி, மணப்பாறை, திருச்சி. (3) ரா.பால சுப்பிரமணி, 2/169, ராயம்பட்டி, சீகம்பட்டி, மணப்பாறை, திருச்சி. <box>496 113 704 165</box>
branch-section <box>272 769 480 872</box>
branch-heading: பாரதியார் நகர் கிளை – 1 <box>315 875 437 888</box>
booth-organiser: : ப.கௌசிக் அந்தோணி, தாமஸ் நகர், திருச்சி. <box>100 954 230 975</box>
organiser-entry: அமைப்பாளர் : த.பழகராஜ், பட்டியம்பட்டி, தி.ஆலை, மணப்பாறை, திருச்சி. <box>496 699 704 720</box>
branch-section <box>48 731 256 834</box>
column-divider <box>264 70 265 1440</box>
booth-row <box>48 955 256 976</box>
organiser-entry: அமைப்பாளர் : க.சுந்தேஷ், பூசாரிப்பண்ணை, சீகம்பட்டி, மணப்பாறை, திருச்சி. <box>496 365 704 385</box>
branch-section <box>720 319 928 411</box>
branch-heading: குப்பனம்பட்டி கிளை <box>326 604 426 617</box>
organiser-entry: அமைப்பாளர் : தி.அருண்குமார், 32 52, எங்குமாம்பட்டி, சூரியாப்பட்டி, ஆனாம்பட்டி, மணப்பாறை, திருச்சி. <box>272 419 480 440</box>
booth-number: பாகம் – 145 <box>720 1262 764 1272</box>
organiser-entry: அமைப்பாளர் : வி.மரிய பாஸ்டின், பொன்னக்கோன்பட்டி, மலையடிப்பட்டி, மணப்பாறை, திருச்சி. <box>48 440 256 461</box>
branch-heading: தவிட்டுப்பட்டி கிளை <box>549 1244 651 1257</box>
booth-number: பாகம் – 162 <box>48 996 92 1006</box>
deputy-organisers-entry: துணை அமைப்பாளர்கள் : (1) ர.அருண், 3/535, பொன் நகர், உசிலம்பட்டி, மணப்பாறை, திருச்சி. (2) ரவ.ஏங்குமார், பொன்நகர், தி.ஆலை, மணப்பாறை, திருச்சி. (3) ரா.பாரதி குமார், 3/722, அஞ்சநேயர் நகர், உசிலம்பட்டி, மணப்பாறை, திருச்சி. <box>496 1189 704 1241</box>
organiser-entry: அமைப்பாளர் : சி.விஜயகுமார், 1/27, சீ.வடக்கிப்பட்டி, சீகம்பட்டி, மணப்பாறை, திருச்சி. <box>496 439 704 460</box>
booth-organiser: : பகுழந்தைவேல், திட்டுக்காட்டுப்பட்டி, திருச்சி. <box>772 1231 908 1251</box>
branch-section <box>496 1054 704 1146</box>
branch-heading: சவேரியார்புரம் கிளை <box>99 117 205 130</box>
organiser-entry: அமைப்பாளர் : வி.கோபி, குடித்தெரு, சீகம்பட்டி, மணப்பாறை, திருச்சி. <box>496 185 704 205</box>
booth-row <box>496 637 704 647</box>
branch-heading: மேலக்களம் கிளை <box>108 636 196 649</box>
booth-organisers-title: பாக அமைப்பாளர்கள் : <box>108 932 196 942</box>
organiser-entry: அமைப்பாளர் : மு.பாலசுப்ரமணியன், செட்டியப்பட்டி, மணப்பாறை, திருச்சி. <box>48 239 256 260</box>
branch-heading: மேலதொப்பம்பட்டி கிளை <box>89 1234 215 1247</box>
branch-heading: சக்கிலியகவுண்டன்பட்டி கிளை <box>79 837 225 850</box>
branch-section <box>496 349 704 420</box>
panchayat-banner: பொய்கைப்பட்டி ஊராட்சி <box>764 1277 884 1295</box>
